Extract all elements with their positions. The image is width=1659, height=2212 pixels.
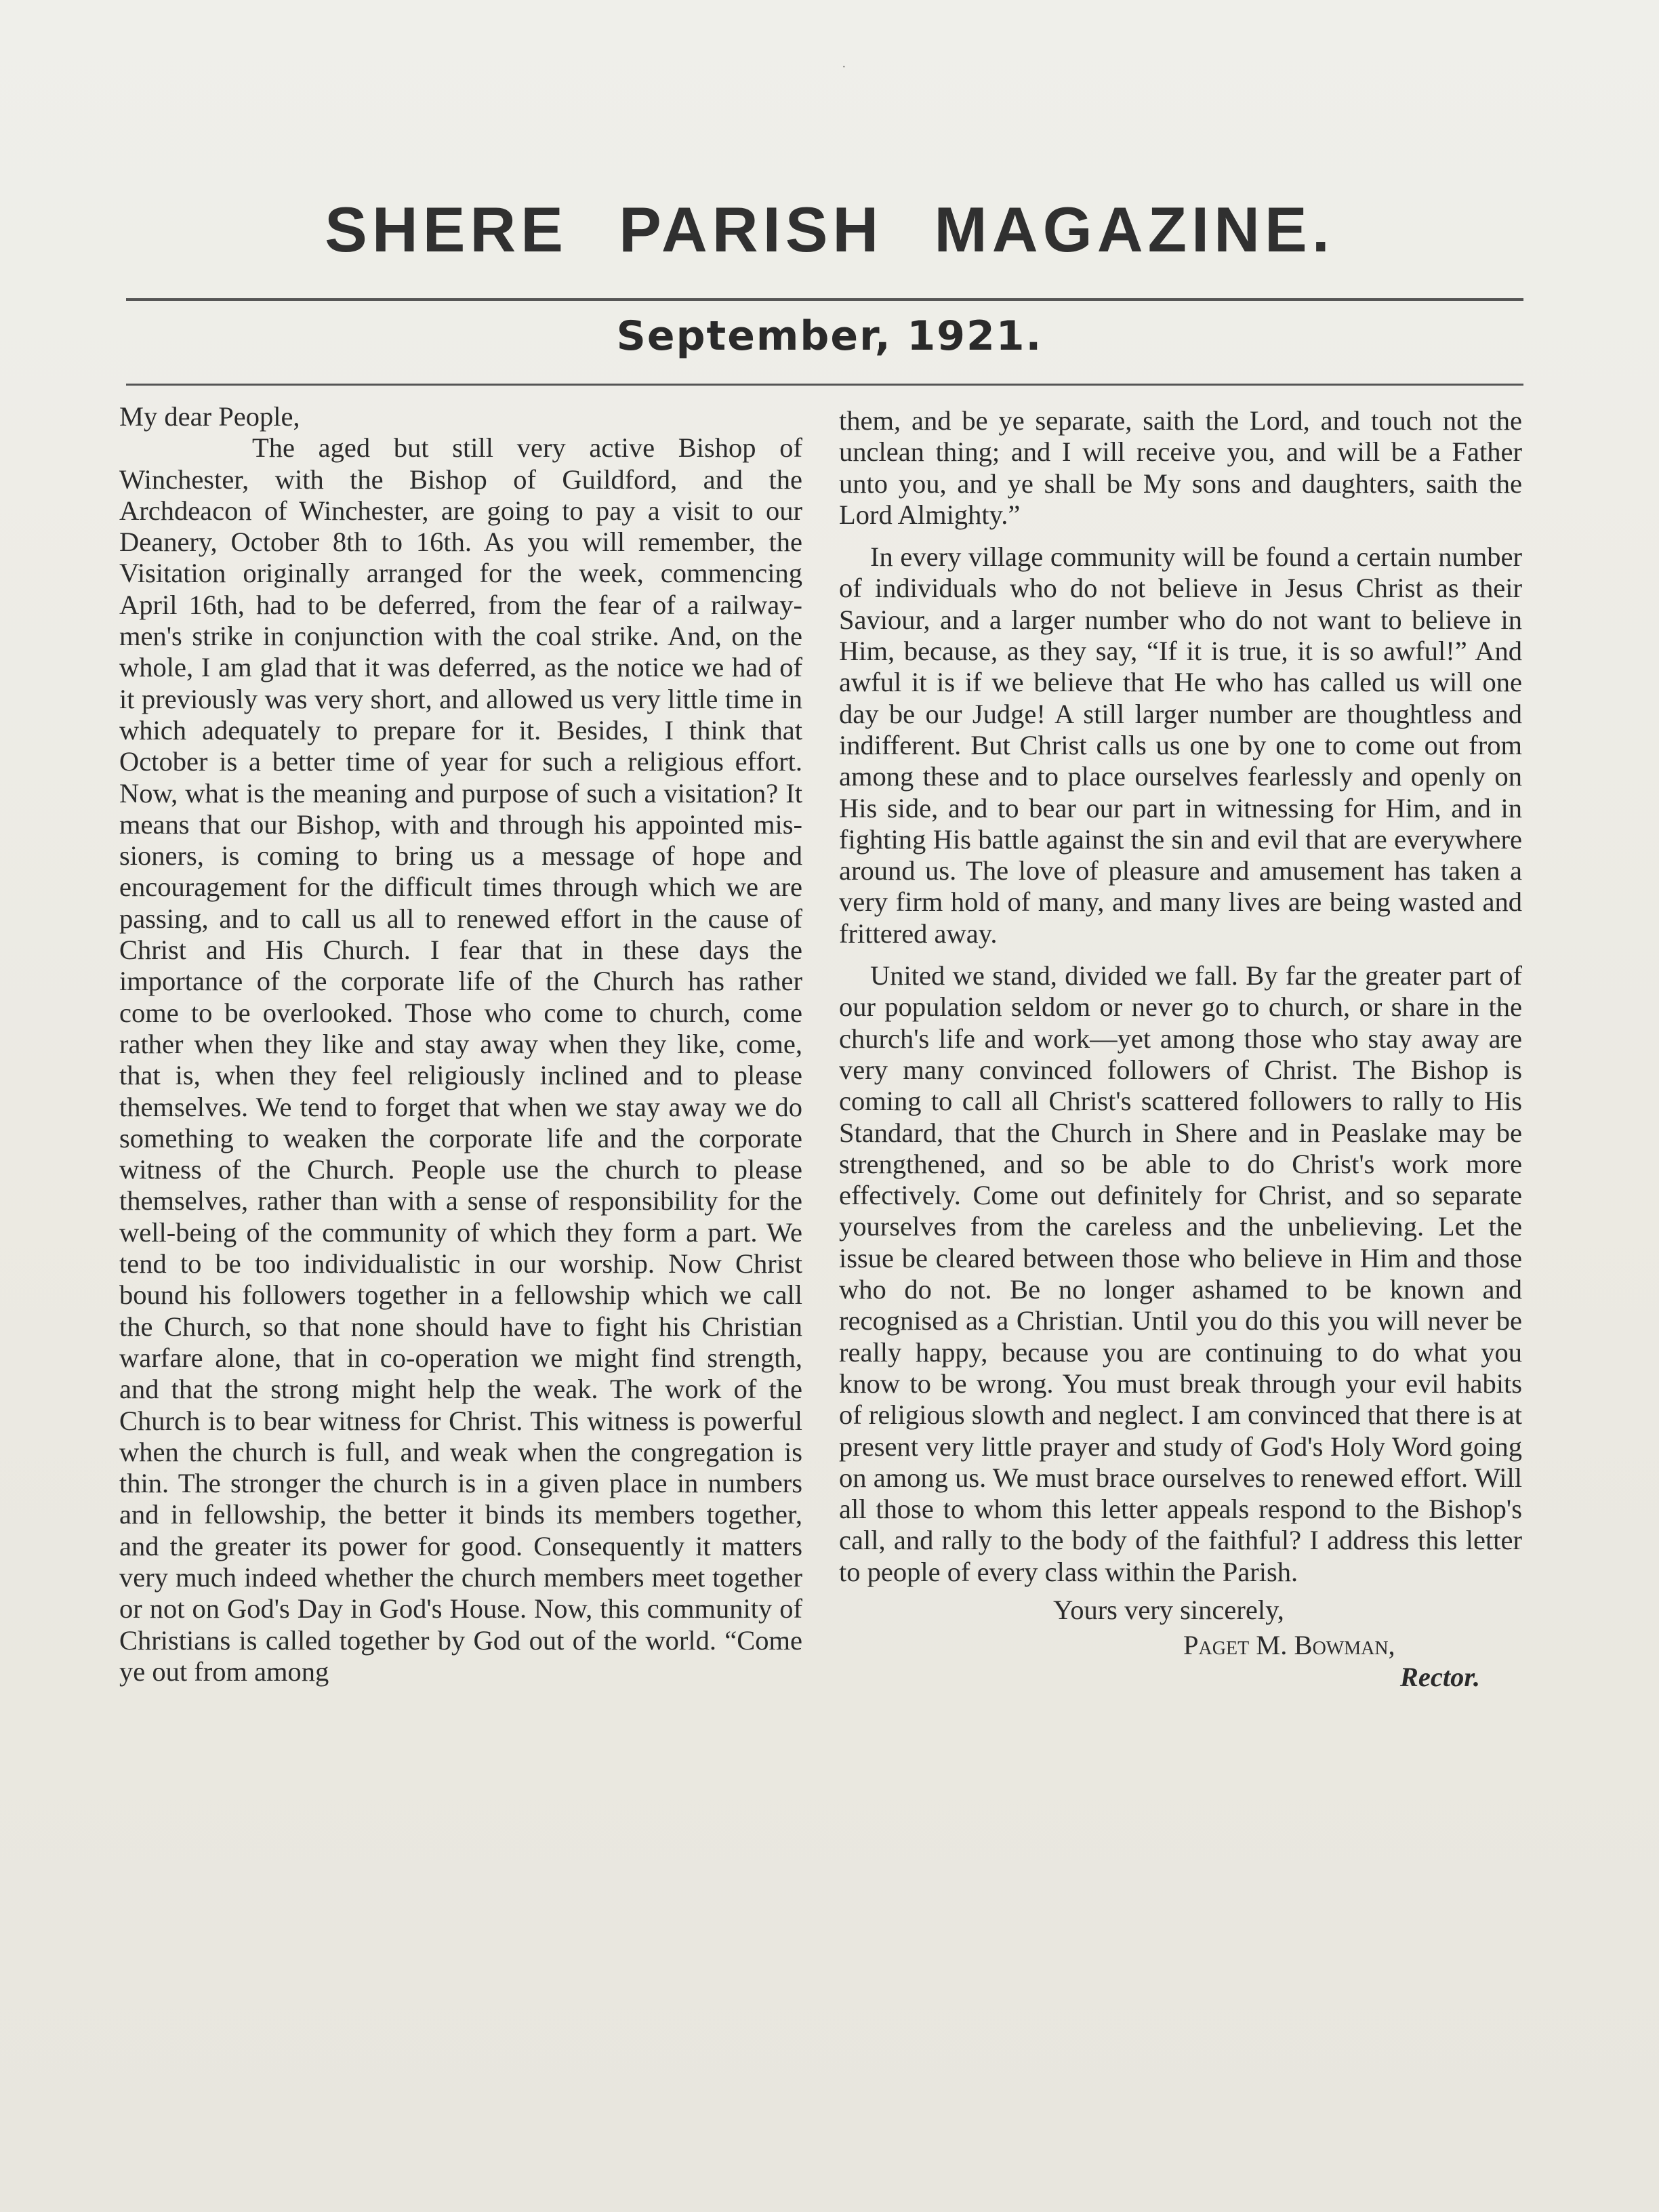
letter-paragraph: The aged but still very active Bishop of Winchester, with the Bishop of Guildford, and the Archdeacon of Winchester, are going to pay a visit to our Deanery, October 8th to 16th. As you will remember, the Visitation originally arranged for the week, commencing April 16th, had to be deferred, from the fear of a railwaymen's strike in conjunction with the coal strike. And, on the whole, I am glad that it was deferred, as the notice we had of it previously was very short, and allowed us very little time in which adequately to prepare for it. Besides, I think that October is a better time of year for such a religious effort. Now, what is the meaning and purpose of such a visitation? It means that our Bishop, with and through his appointed missioners, is coming to bring us a message of hope and encouragement for the difficult times through which we are passing, and to call us all to renewed effort in the cause of Christ and His Church. I fear that in these days the importance of the corporate life of the Church has rather come to be overlooked. Those who come to church, come rather when they like and stay away when they like, come, that is, when they feel religiously inclined and to please themselves. We tend to forget that when we stay away we do something to weaken the corporate life and the corporate witness of the Church. People use the church to please themselves, rather than with a sense of responsibility for the well-being of the community of which they form a part. We tend to be too individualistic in our worship. Now Christ bound his followers together in a fellowship which we call the Church, so that none should have to fight his Christian warfare alone, that in co-operation we might find strength, and that the strong might help the weak. The work of the Church is to bear witness for Christ. This witness is powerful when the church is full, and weak when the congregation is thin. The stronger the church is in a given place in numbers and in fellowship, the better it binds its members together, and the greater its power for good. Consequently it matters very much indeed whether the church members meet together or not on God's Day in God's House. Now, this community of Christians is called together by God out of the world. “Come ye out from among	[119, 432, 802, 1687]
letter-signature: Paget M. Bowman,	[1183, 1630, 1395, 1661]
magazine-title: SHERE PARISH MAGAZINE.	[325, 194, 1334, 265]
issue-date: September, 1921.	[616, 312, 1043, 360]
title-rule-bottom	[126, 384, 1523, 386]
letter-paragraph: them, and be ye separate, saith the Lord, and touch not the unclean thing; and I will receive you, and will be a Father unto you, and ye shall be My sons and daughters, saith the Lord Almighty.”	[839, 405, 1522, 530]
letter-closing: Yours very sincerely,	[1053, 1594, 1284, 1625]
letter-paragraph: In every village community will be found a certain number of individuals who do not believe in Jesus Christ as their Saviour, and a larger number who do not want to believe in Him, because, as they say, “If it is true, it is so awful!” And awful it is if we believe that He who has called us will one day be our Judge! A still larger number are thoughtless and indifferent. But Christ calls us one by one to come out from among these and to place ourselves fearlessly and openly on His side, and to bear our part in witnessing for Him, and in fighting His battle against the sin and evil that are everywhere around us. The love of pleasure and amusement has taken a very firm hold of many, and many lives are being wasted and frittered away.	[839, 541, 1522, 949]
letter-signature-title: Rector.	[1399, 1661, 1480, 1692]
letter-column-left	[119, 401, 802, 1687]
letter-salutation: My dear People,	[119, 401, 300, 432]
title-rule-top	[126, 298, 1523, 301]
paper-speck-mark: ·	[842, 60, 846, 75]
letter-column-right	[839, 405, 1522, 1693]
letter-paragraph: United we stand, divided we fall. By far the greater part of our population seldom or never go to church, or share in the church's life and work—yet among those who stay away are very many convinced followers of Christ. The Bishop is coming to call all Christ's scattered followers to rally to His Standard, that the Church in Shere and in Peaslake may be strengthened, and so be able to do Christ's work more effectively. Come out definitely for Christ, and so separate yourselves from the careless and the unbelieving. Let the issue be cleared between those who believe in Him and those who do not. Be no longer ashamed to be known and recognised as a Christian. Until you do this you will never be really happy, because you are continuing to do what you know to be wrong. You must break through your evil habits of religious slowth and neglect. I am convinced that there is at present very little prayer and study of God's Holy Word going on among us. We must brace ourselves to renewed effort. Will all those to whom this letter appeals respond to the Bishop's call, and rally to the body of the faithful? I address this letter to people of every class within the Parish.	[839, 960, 1522, 1587]
